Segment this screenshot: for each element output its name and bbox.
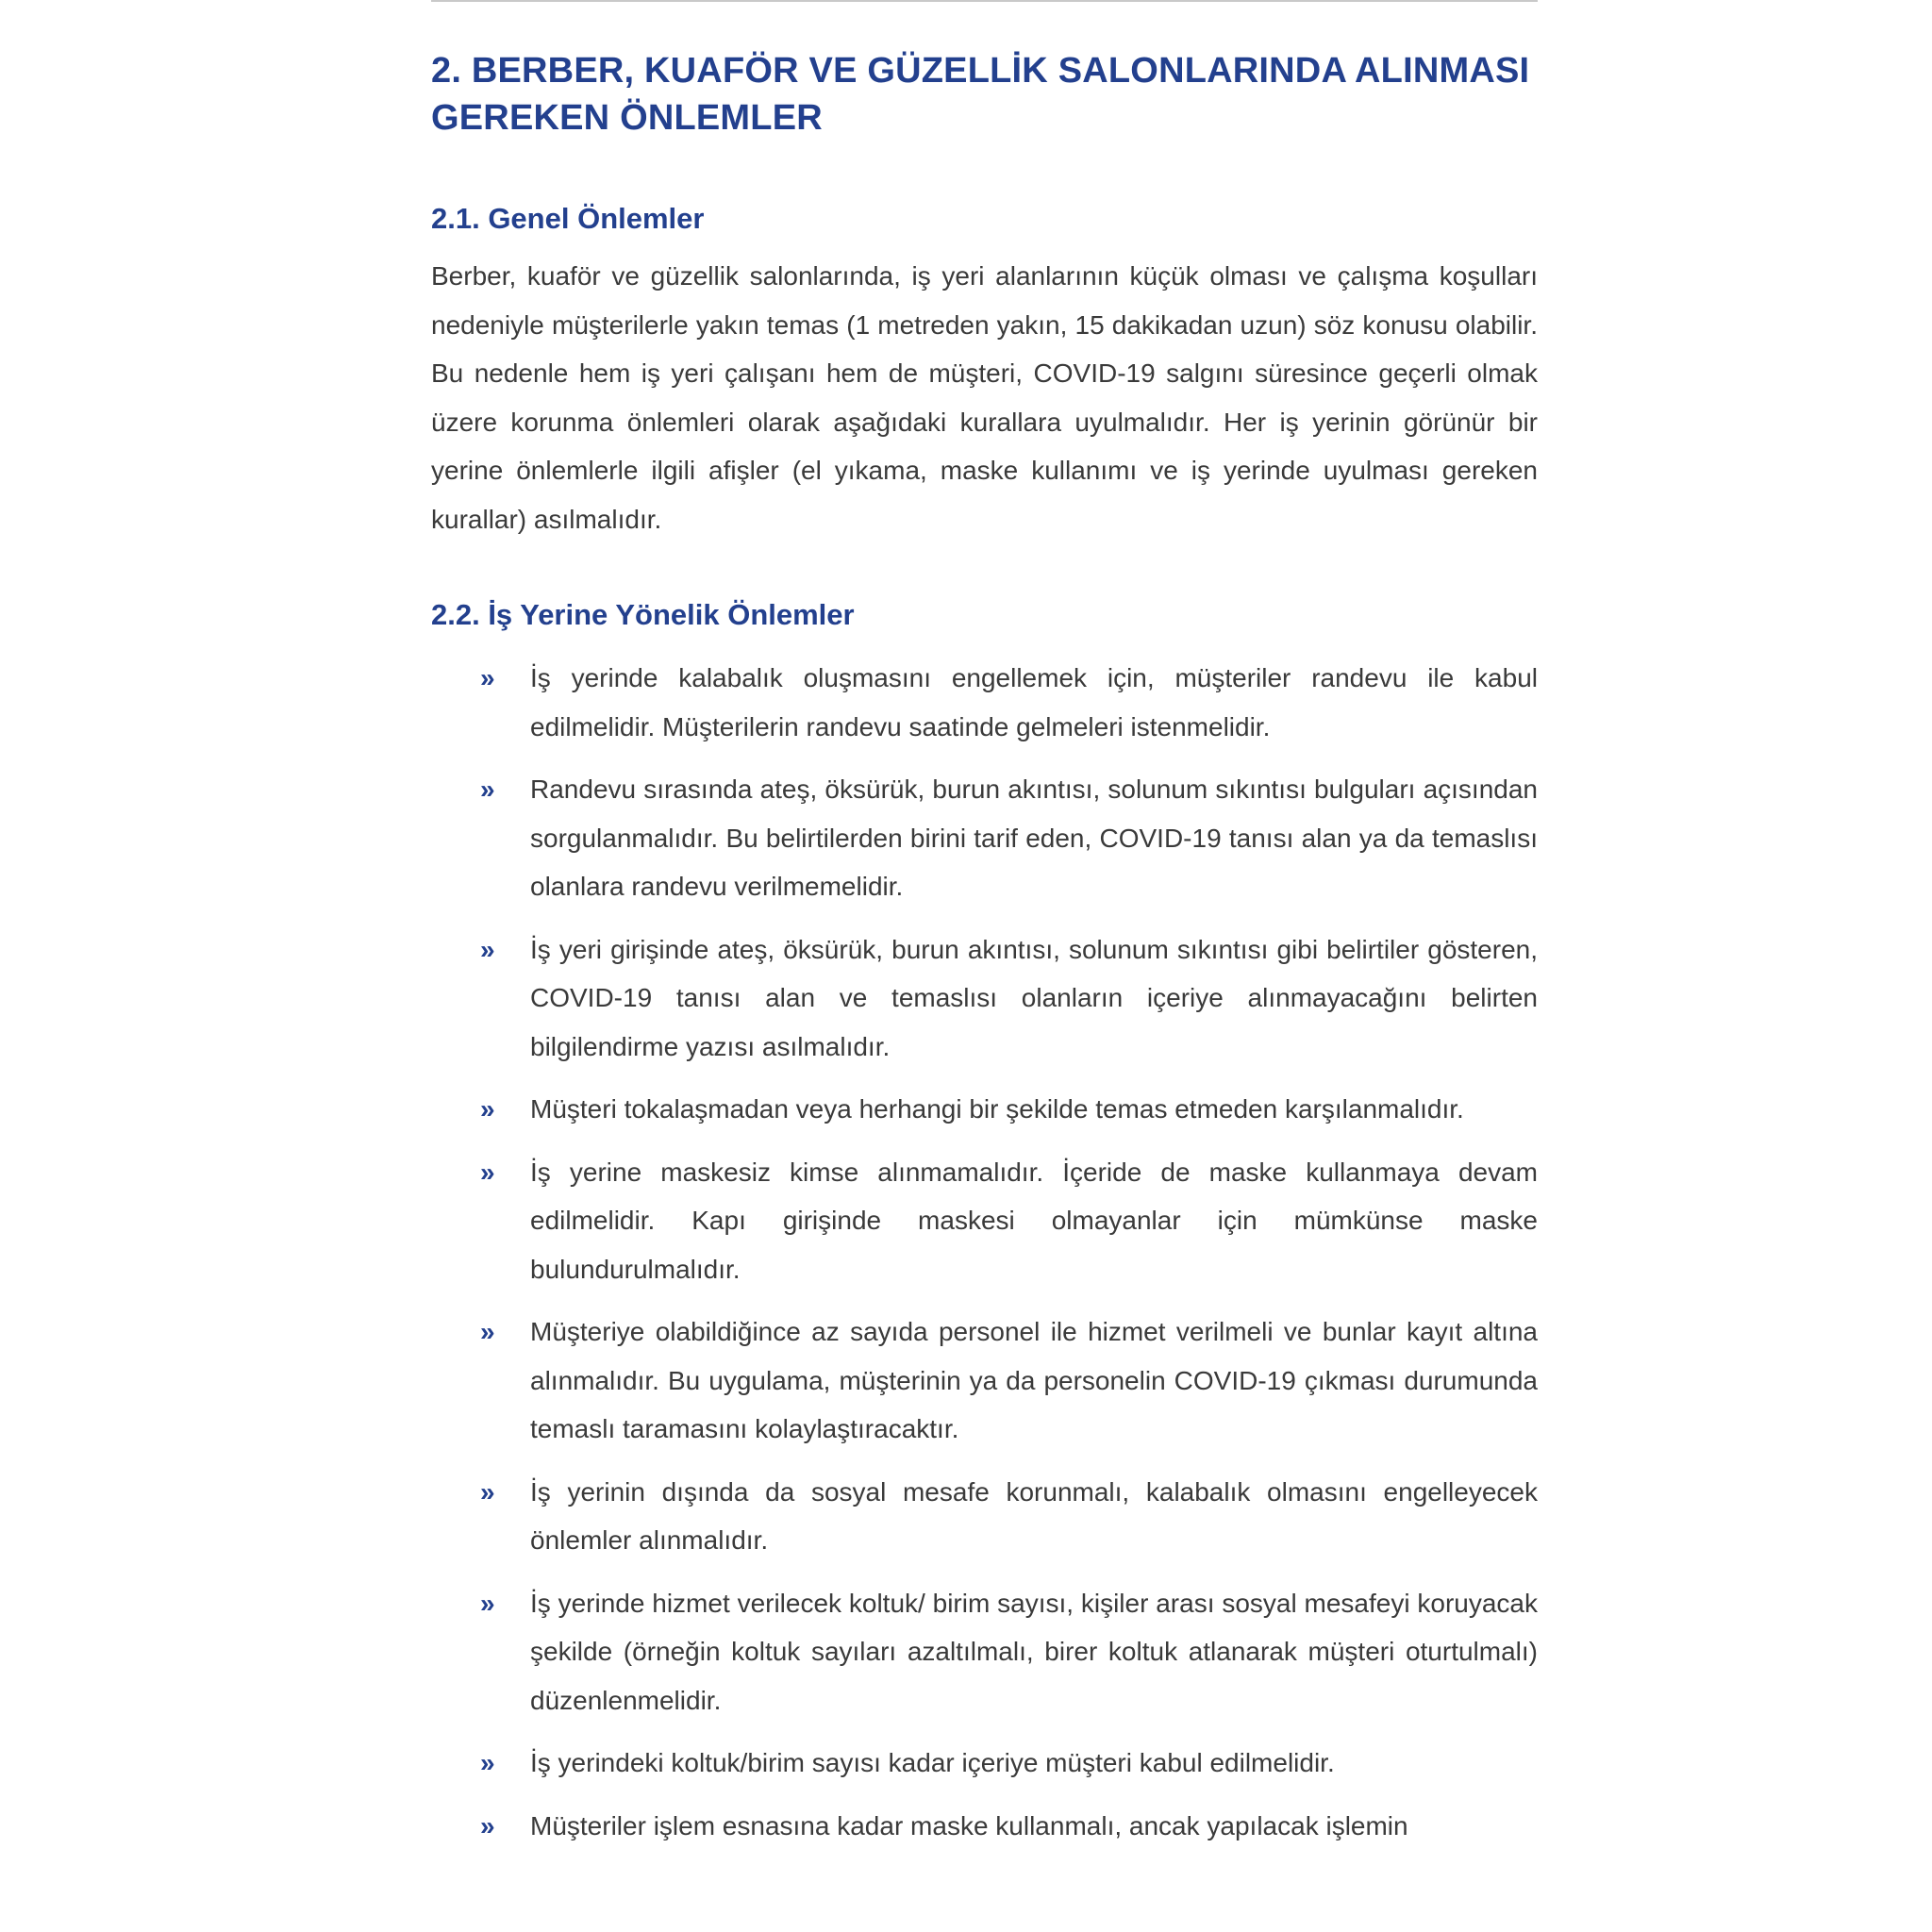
top-divider [431, 0, 1538, 2]
list-item-text: Müşteri tokalaşmadan veya herhangi bir şekilde temas etmeden karşılanmalıdır. [530, 1094, 1464, 1124]
list-item [431, 1579, 1538, 1725]
general-measures-heading: 2.1. Genel Önlemler [431, 202, 705, 235]
bullet-marker-icon: » [480, 1810, 495, 1840]
list-item [431, 1739, 1538, 1788]
list-item-text: İş yeri girişinde ateş, öksürük, burun akıntısı, solunum sıkıntısı gibi belirtiler gösteren, COVID-19 tanısı alan ve temaslısı olanların içeriye alınmayacağını belirten bilgilendirme yazısı asılmalıdır. [530, 934, 1538, 1061]
bullet-marker-icon: » [480, 934, 495, 964]
workplace-measures-list [431, 654, 1538, 1864]
bullet-marker-icon: » [480, 1094, 495, 1124]
list-item [431, 1085, 1538, 1134]
list-item-text: İş yerine maskesiz kimse alınmamalıdır. İçeride de maske kullanmaya devam edilmelidir. Kapı girişinde maskesi olmayanlar için mümkünse maske bulundurulmalıdır. [530, 1157, 1538, 1284]
general-measures-paragraph: Berber, kuaför ve güzellik salonlarında, iş yeri alanlarının küçük olması ve çalışma koşulları nedeniyle müşterilerle yakın temas (1 metreden yakın, 15 dakikadan uzun) söz konusu olabilir. Bu nedenle hem iş yeri çalışanı hem de müşteri, COVID-19 salgını süresince geçerli olmak üzere korunma önlemleri olarak aşağıdaki kurallara uyulmalıdır. Her iş yerinin görünür bir yerine önlemlerle ilgili afişler (el yıkama, maske kullanımı ve iş yerinde uyulması gereken kurallar) asılmalıdır. [431, 261, 1538, 534]
list-item-text: İş yerinde kalabalık oluşmasını engellemek için, müşteriler randevu ile kabul edilmelidir. Müşterilerin randevu saatinde gelmeleri istenmelidir. [530, 663, 1538, 741]
list-item [431, 1802, 1538, 1851]
bullet-marker-icon: » [480, 1476, 495, 1507]
bullet-marker-icon: » [480, 1588, 495, 1618]
section-heading: 2. BERBER, KUAFÖR VE GÜZELLİK SALONLARINDA ALINMASI GEREKEN ÖNLEMLER [431, 51, 1530, 138]
list-item [431, 1468, 1538, 1565]
list-item-text: Müşteriye olabildiğince az sayıda personel ile hizmet verilmeli ve bunlar kayıt altına alınmalıdır. Bu uygulama, müşterinin ya da personelin COVID-19 çıkması durumunda temaslı taramasını kolaylaştıracaktır. [530, 1317, 1538, 1443]
workplace-measures-heading: 2.2. İş Yerine Yönelik Önlemler [431, 598, 855, 631]
list-item [431, 1148, 1538, 1294]
list-item [431, 765, 1538, 911]
bullet-marker-icon: » [480, 1748, 495, 1777]
list-item [431, 1307, 1538, 1454]
list-item [431, 925, 1538, 1072]
bullet-marker-icon: » [480, 774, 495, 804]
bullet-marker-icon: » [480, 1157, 495, 1187]
document-page [431, 0, 1538, 1932]
list-item-text: Müşteriler işlem esnasına kadar maske kullanmalı, ancak yapılacak işlemin [530, 1810, 1408, 1840]
list-item-text: İş yerindeki koltuk/birim sayısı kadar içeriye müşteri kabul edilmelidir. [530, 1748, 1335, 1777]
list-item [431, 654, 1538, 751]
bullet-marker-icon: » [480, 663, 495, 692]
bullet-marker-icon: » [480, 1317, 495, 1346]
list-item-text: Randevu sırasında ateş, öksürük, burun akıntısı, solunum sıkıntısı bulguları açısından sorgulanmalıdır. Bu belirtilerden birini tarif eden, COVID-19 tanısı alan ya da temaslısı olanlara randevu verilmemelidir. [530, 774, 1538, 901]
list-item-text: İş yerinde hizmet verilecek koltuk/ birim sayısı, kişiler arası sosyal mesafeyi koruyacak şekilde (örneğin koltuk sayıları azaltılmalı, birer koltuk atlanarak müşteri oturtulmalı) düzenlenmelidir. [530, 1588, 1538, 1715]
list-item-text: İş yerinin dışında da sosyal mesafe korunmalı, kalabalık olmasını engelleyecek önlemler alınmalıdır. [530, 1476, 1538, 1555]
